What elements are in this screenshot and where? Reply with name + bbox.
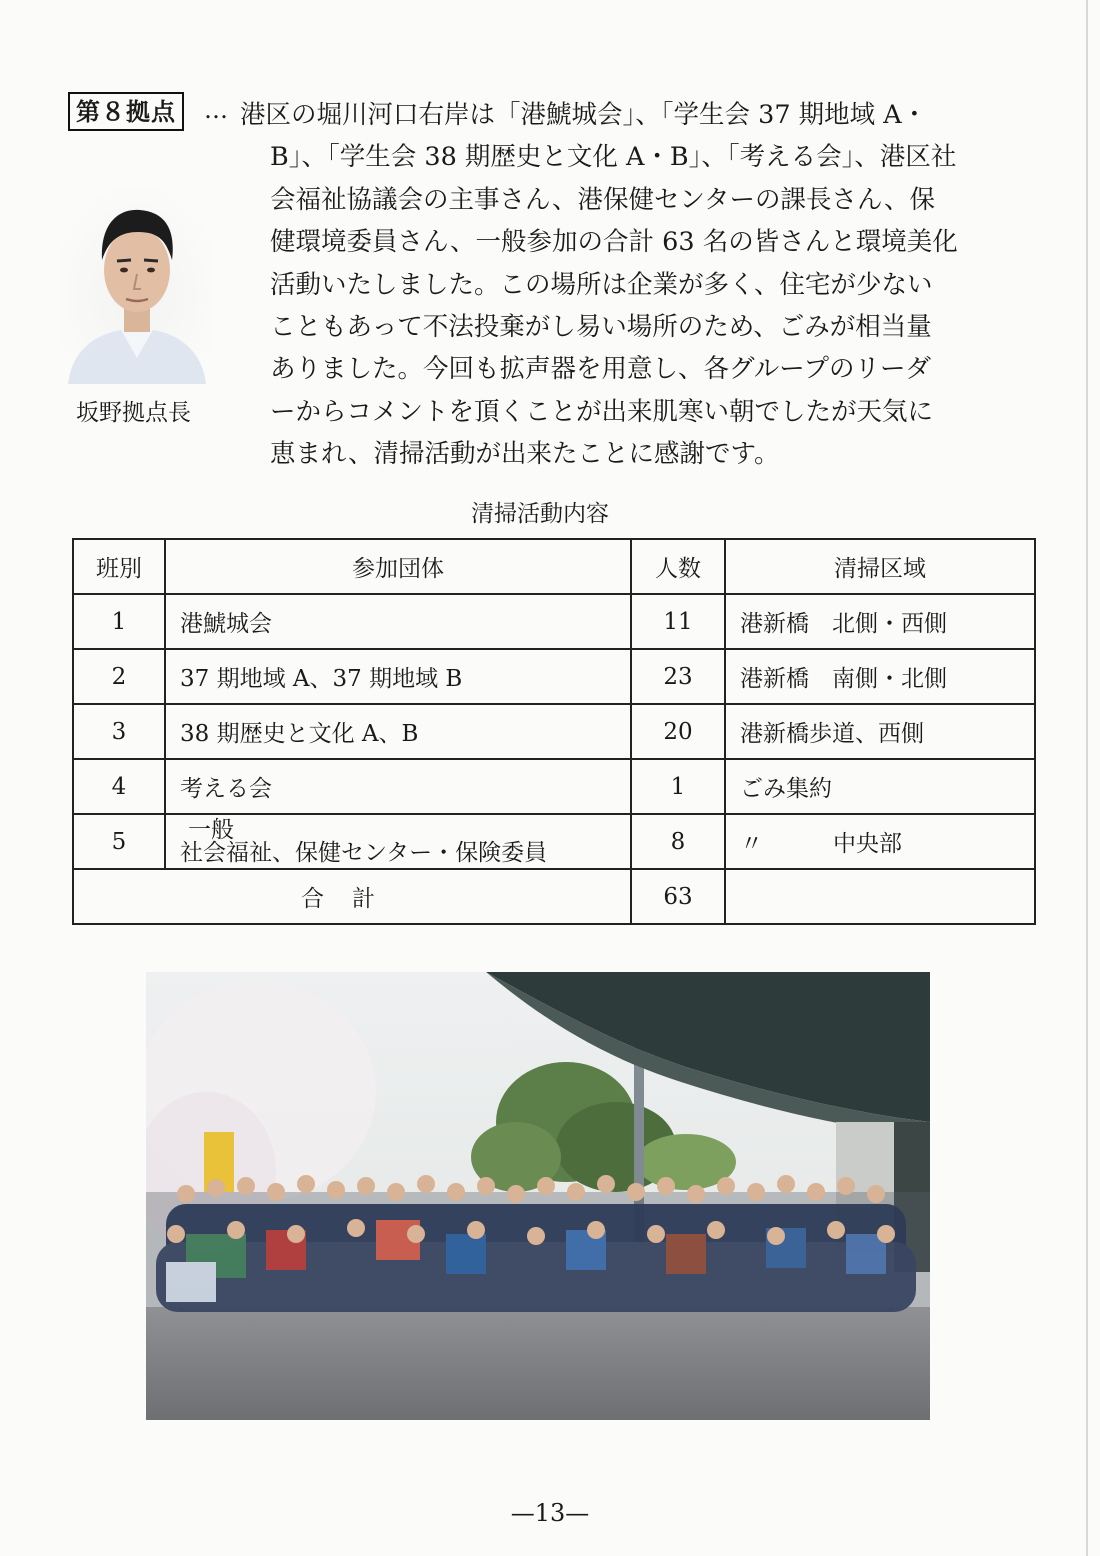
body-line: 活動いたしました。この場所は企業が多く、住宅が少ない [270,269,933,300]
table-row [73,814,1035,869]
body-line: B」、「学生会 38 期歴史と文化 A・B」、「考える会」、港区社 [270,142,957,173]
cell-group-top: 一般 [188,816,234,843]
cell-area: ごみ集約 [725,759,1035,814]
cell-han: 1 [73,594,165,649]
section-badge: 第８拠点 [68,92,184,131]
section-body [240,94,1030,476]
cell-area: 港新橋 北側・西側 [725,594,1035,649]
ditto-mark: 〃 [740,831,763,857]
table-header-row [73,539,1035,594]
body-line: こともあって不法投棄がし易い場所のため、ごみが相当量 [270,312,932,343]
activity-table [72,538,1036,925]
ellipsis: … [204,96,228,124]
page-number: —13— [510,1499,590,1527]
header-group: 参加団体 [165,539,631,594]
cell-count: 20 [631,704,725,759]
body-line: 恵まれ、清掃活動が出来たことに感謝です。 [270,439,780,470]
cell-group: 港鯱城会 [165,594,631,649]
cell-group: 37 期地域 A、37 期地域 B [165,649,631,704]
total-empty-cell [725,869,1035,924]
table-row [73,704,1035,759]
cell-count: 11 [631,594,725,649]
scan-edge-line [1086,0,1088,1556]
cell-han: 2 [73,649,165,704]
table-title: 清掃活動内容 [471,501,609,527]
body-line: ありました。今回も拡声器を用意し、各グループのリーダ [270,354,931,385]
table-row [73,594,1035,649]
cell-count: 1 [631,759,725,814]
cell-count: 23 [631,649,725,704]
cell-han: 5 [73,814,165,869]
body-line: 健環境委員さん、一般参加の合計 63 名の皆さんと環境美化 [270,227,958,258]
table-row [73,649,1035,704]
total-count: 63 [631,869,725,924]
cell-area [725,814,1035,869]
cell-count: 8 [631,814,725,869]
group-photo [146,972,930,1420]
cell-area: 港新橋歩道、西側 [725,704,1035,759]
body-line: 港区の堀川河口右岸は「港鯱城会」、「学生会 37 期地域 A・ [240,100,928,130]
cell-group: 考える会 [165,759,631,814]
cell-group [165,814,631,869]
cell-group: 38 期歴史と文化 A、B [165,704,631,759]
portrait-caption: 坂野拠点長 [76,400,191,426]
portrait-photo [62,188,212,384]
cell-area: 港新橋 南側・北側 [725,649,1035,704]
total-label: 合計 [73,869,631,924]
table-row [73,759,1035,814]
cell-group-main: 社会福祉、保健センター・保険委員 [180,839,548,866]
cell-area-text: 中央部 [833,831,902,857]
header-han: 班別 [73,539,165,594]
header-count: 人数 [631,539,725,594]
body-line: ーからコメントを頂くことが出来肌寒い朝でしたが天気に [270,396,934,427]
table-total-row [73,869,1035,924]
cell-han: 4 [73,759,165,814]
body-line: 会福祉協議会の主事さん、港保健センターの課長さん、保 [270,184,936,215]
cell-han: 3 [73,704,165,759]
header-area: 清掃区域 [725,539,1035,594]
